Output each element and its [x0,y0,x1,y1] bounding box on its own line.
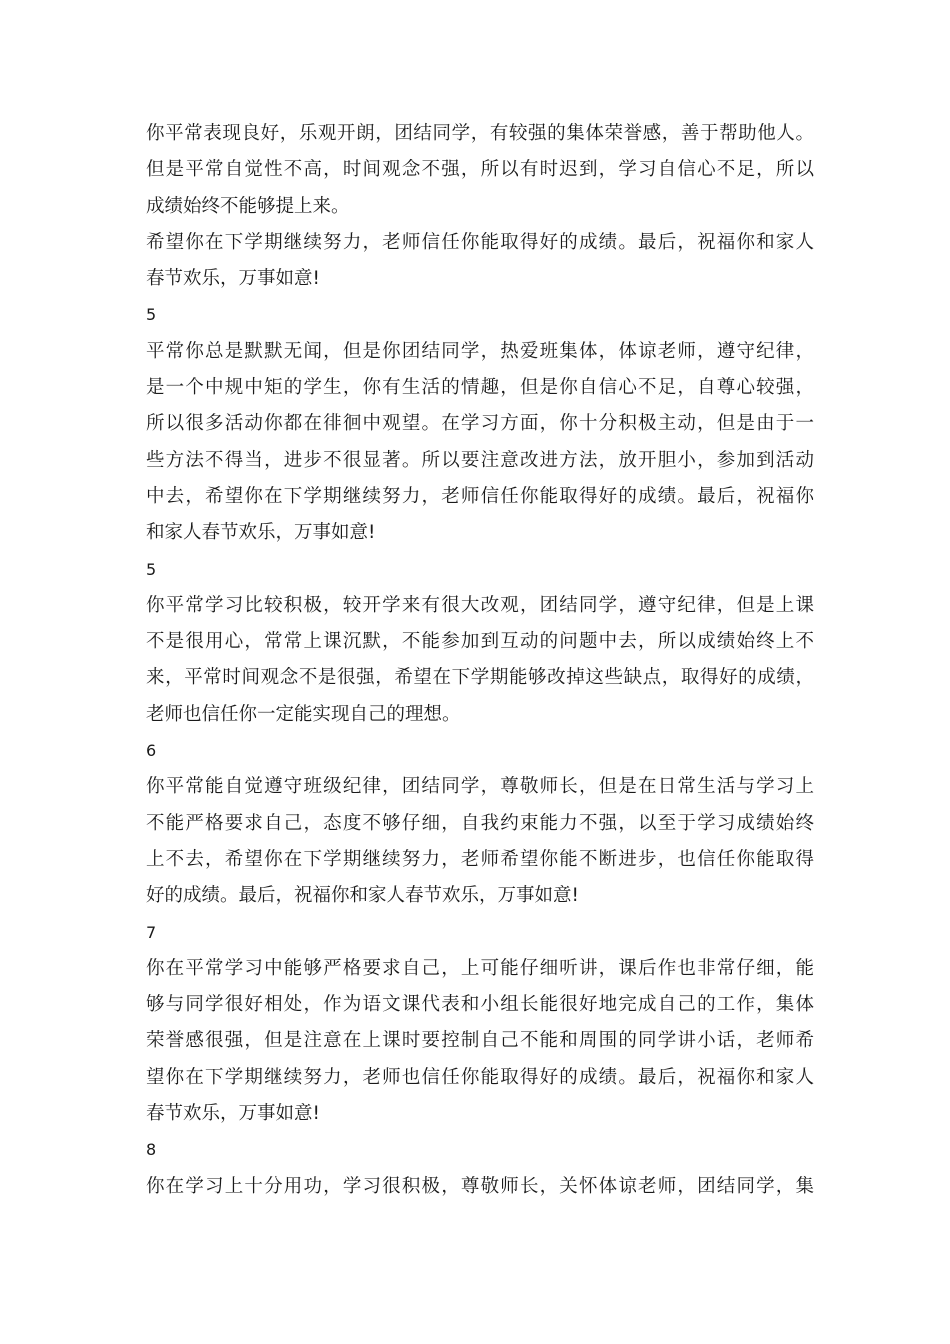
text-line: 但是平常自觉性不高，时间观念不强，所以有时迟到，学习自信心不足，所以 [146,159,814,181]
section-number: 8 [146,1140,157,1160]
text-line: 你平常能自觉遵守班级纪律，团结同学，尊敬师长，但是在日常生活与学习上 [146,776,814,798]
text-line: 所以很多活动你都在徘徊中观望。在学习方面，你十分积极主动，但是由于一 [146,413,814,435]
text-line: 够与同学很好相处，作为语文课代表和小组长能很好地完成自己的工作，集体 [146,994,814,1016]
section-number: 7 [146,922,157,942]
text-line: 老师也信任你一定能实现自己的理想。 [146,703,461,725]
section-number: 6 [146,741,157,761]
text-line: 荣誉感很强，但是注意在上课时要控制自己不能和周围的同学讲小话，老师希 [146,1030,814,1052]
document-body [146,116,814,1205]
text-line: 和家人春节欢乐，万事如意! [146,522,376,544]
section-number: 5 [146,305,157,325]
text-line: 你在平常学习中能够严格要求自己，上可能仔细听讲，课后作也非常仔细，能 [146,957,814,979]
text-line: 你平常表现良好，乐观开朗，团结同学，有较强的集体荣誉感，善于帮助他人。 [146,123,814,144]
text-line: 好的成绩。最后，祝福你和家人春节欢乐，万事如意! [146,885,579,907]
text-line: 是一个中规中矩的学生，你有生活的情趣，但是你自信心不足，自尊心较强， [146,377,814,399]
text-line: 不是很用心，常常上课沉默，不能参加到互动的问题中去，所以成绩始终上不 [146,631,814,653]
section-number: 5 [146,559,157,579]
text-line: 来，平常时间观念不是很强，希望在下学期能够改掉这些缺点，取得好的成绩， [146,667,814,689]
text-line: 成绩始终不能够提上来。 [146,195,350,217]
text-line: 上不去，希望你在下学期继续努力，老师希望你能不断进步，也信任你能取得 [146,848,814,870]
text-line: 希望你在下学期继续努力，老师信任你能取得好的成绩。最后，祝福你和家人 [146,231,814,253]
text-line: 不能严格要求自己，态度不够仔细，自我约束能力不强，以至于学习成绩始终 [146,812,814,834]
text-line: 平常你总是默默无闻，但是你团结同学，热爱班集体，体谅老师，遵守纪律， [146,340,814,362]
text-line: 望你在下学期继续努力，老师也信任你能取得好的成绩。最后，祝福你和家人 [146,1066,814,1088]
text-line: 春节欢乐，万事如意! [146,1103,320,1125]
text-line: 春节欢乐，万事如意! [146,268,320,290]
text-line: 些方法不得当，进步不很显著。所以要注意改进方法，放开胆小，参加到活动 [146,449,814,471]
text-line: 中去，希望你在下学期继续努力，老师信任你能取得好的成绩。最后，祝福你 [146,485,814,507]
text-line: 你平常学习比较积极，较开学来有很大改观，团结同学，遵守纪律，但是上课 [146,594,814,616]
text-line: 你在学习上十分用功，学习很积极，尊敬师长，关怀体谅老师，团结同学，集 [146,1175,814,1197]
